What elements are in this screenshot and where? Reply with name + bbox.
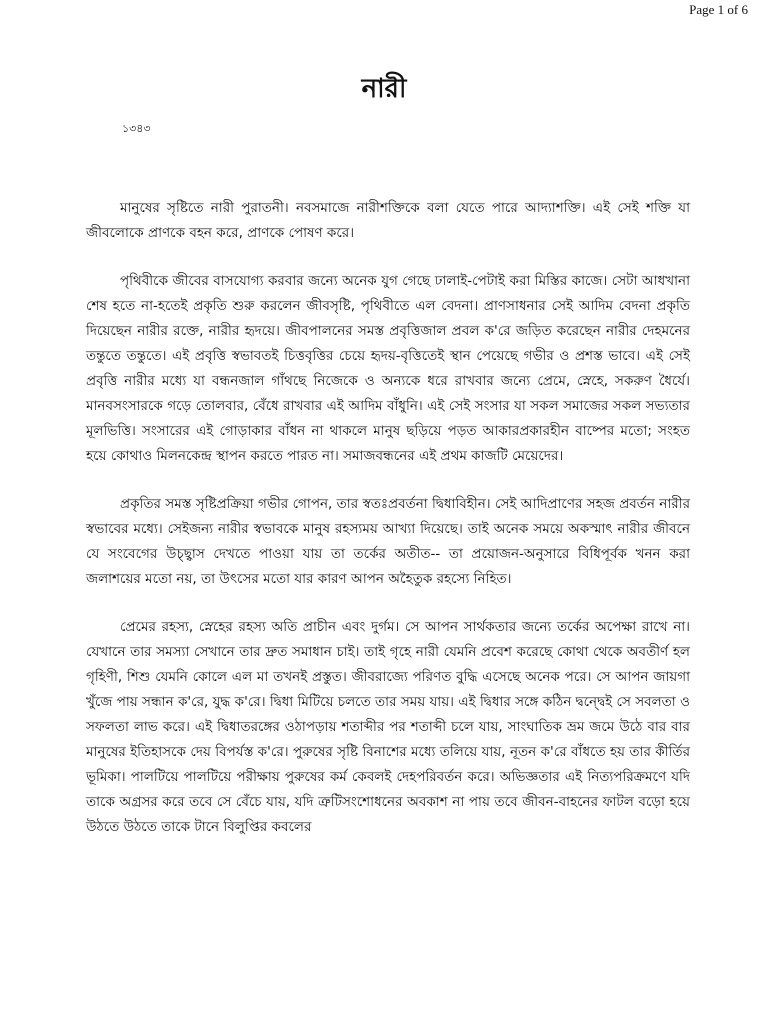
paragraph: মানুষের সৃষ্টিতে নারী পুরাতনী। নবসমাজে নারীশক্তিকে বলা যেতে পারে আদ্যাশক্তি। এই সেই শক্তি যা জীবলোকে প্রাণকে বহন করে, প্রাণকে পোষণ করে। bbox=[86, 200, 690, 241]
paragraph: পৃথিবীকে জীবের বাসযোগ্য করবার জন্যে অনেক যুগ গেছে ঢালাই-পেটাই করা মিস্তির কাজে। সেটা আধখানা শেষ হতে না-হতেই প্রকৃতি শুরু করলেন জীবসৃষ্টি, পৃথিবীতে এল বেদনা। প্রাণসাধনার সেই আদিম বেদনা প্রকৃতি দিয়েছেন নারীর রক্তে, নারীর হৃদয়ে। জীবপালনের সমস্ত প্রবৃত্তিজাল প্রবল ক'রে জড়িত করেছেন নারীর দেহমনের তন্তুতে তন্তুতে। এই প্রবৃত্তি স্বভাবতই চিত্তবৃত্তির চেয়ে হৃদয়-বৃত্তিতেই স্থান পেয়েছে গভীর ও প্রশস্ত ভাবে। এই সেই প্রবৃত্তি নারীর মধ্যে যা বন্ধনজাল গাঁথছে নিজেকে ও অন্যকে ধরে রাখবার জন্যে প্রেমে, স্নেহে, সকরুণ ধৈর্যে। মানবসংসারকে গড়ে তোলবার, বেঁধে রাখবার এই আদিম বাঁধুনি। এই সেই সংসার যা সকল সমাজের সকল সভ্যতার মূলভিত্তি। সংসারের এই গোড়াকার বাঁধন না থাকলে মানুষ ছড়িয়ে পড়ত আকারপ্রকারহীন বাষ্পের মতো; সংহত হয়ে কোথাও মিলনকেন্দ্র স্থাপন করতে পারত না। সমাজবন্ধনের এই প্রথম কাজটি মেয়েদের। bbox=[86, 273, 690, 464]
document-body bbox=[86, 196, 690, 863]
page-counter: Page 1 of 6 bbox=[689, 2, 748, 17]
document-year: ১৩৪৩ bbox=[122, 122, 151, 135]
document-title: নারী bbox=[361, 74, 407, 104]
paragraph: প্রেমের রহস্য, স্নেহের রহস্য অতি প্রাচীন এবং দুর্গম। সে আপন সার্থকতার জন্যে তর্কের অপেক্ষা রাখে না। যেখানে তার সমস্যা সেখানে তার দ্রুত সমাধান চাই। তাই গৃহে নারী যেমনি প্রবেশ করেছে কোথা থেকে অবতীর্ণ হল গৃহিণী, শিশু যেমনি কোলে এল মা তখনই প্রস্তুত। জীবরাজ্যে পরিণত বুদ্ধি এসেছে অনেক পরে। সে আপন জায়গা খুঁজে পায় সন্ধান ক'রে, যুদ্ধ ক'রে। দ্বিধা মিটিয়ে চলতে তার সময় যায়। এই দ্বিধার সঙ্গে কঠিন দ্বন্দ্বেই সে সবলতা ও সফলতা লাভ করে। এই দ্বিধাতরঙ্গের ওঠাপড়ায় শতাব্দীর পর শতাব্দী চলে যায়, সাংঘাতিক ভ্রম জমে উঠে বার বার মানুষের ইতিহাসকে দেয় বিপর্যস্ত ক'রে। পুরুষের সৃষ্টি বিনাশের মধ্যে তলিয়ে যায়, নূতন ক'রে বাঁধতে হয় তার কীর্তির ভূমিকা। পালটিয়ে পালটিয়ে পরীক্ষায় পুরুষের কর্ম কেবলই দেহপরিবর্তন করে। অভিজ্ঞতার এই নিত্যপরিক্রমণে যদি তাকে অগ্রসর করে তবে সে বেঁচে যায়, যদি ত্রুটিসংশোধনের অবকাশ না পায় তবে জীবন-বাহনের ফাটল বড়ো হয়ে উঠতে উঠতে তাকে টানে বিলুপ্তির কবলের bbox=[86, 619, 690, 835]
paragraph: প্রকৃতির সমস্ত সৃষ্টিপ্রক্রিয়া গভীর গোপন, তার স্বতঃপ্রবর্তনা দ্বিধাবিহীন। সেই আদিপ্রাণের সহজ প্রবর্তন নারীর স্বভাবের মধ্যে। সেইজন্য নারীর স্বভাবকে মানুষ রহস্যময় আখ্যা দিয়েছে। তাই অনেক সময়ে অকস্মাৎ নারীর জীবনে যে সংবেগের উচ্ছ্বাস দেখতে পাওয়া যায় তা তর্কের অতীত-- তা প্রয়োজন-অনুসারে বিধিপূর্বক খনন করা জলাশয়ের মতো নয়, তা উৎসের মতো যার কারণ আপন অহৈতুক রহস্যে নিহিত। bbox=[86, 496, 690, 587]
